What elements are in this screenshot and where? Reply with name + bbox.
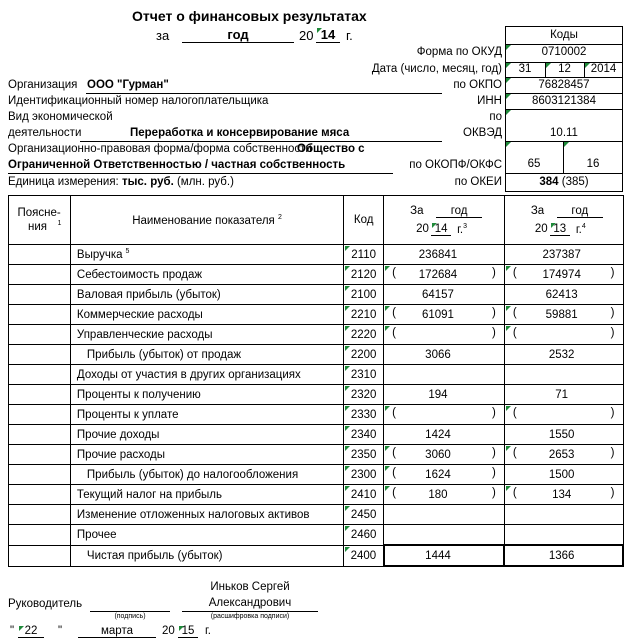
paren-close: ) — [610, 327, 615, 339]
table-header-row — [9, 196, 624, 245]
marker-icon — [385, 326, 390, 331]
code-cell — [344, 485, 384, 505]
current-value-cell — [384, 505, 505, 525]
col-notes-label: Поясне-ния — [17, 207, 61, 233]
current-value-cell — [384, 385, 505, 405]
indicator-name: Доходы от участия в других организациях — [76, 368, 301, 381]
notes-cell — [9, 285, 71, 305]
indicator-name-cell — [70, 525, 343, 546]
activity-label-1: Вид экономической — [8, 111, 113, 123]
notes-cell — [9, 365, 71, 385]
previous-value-cell — [504, 405, 623, 425]
code-cell — [344, 305, 384, 325]
notes-cell — [9, 305, 71, 325]
col-previous-year-prefix: 20 — [534, 223, 548, 235]
marker-icon — [345, 406, 350, 411]
activity-label-2: деятельности — [8, 127, 82, 139]
indicator-name-cell — [70, 465, 343, 485]
inn-code-label: ИНН — [477, 95, 502, 107]
current-value-cell — [384, 445, 505, 465]
inn-label: Идентификационный номер налогоплательщика — [8, 95, 269, 107]
indicator-name-cell — [70, 325, 343, 345]
previous-value-cell — [504, 305, 623, 325]
marker-icon — [345, 286, 350, 291]
current-value: 1424 — [425, 428, 451, 441]
table-row — [9, 265, 624, 285]
marker-icon — [345, 326, 350, 331]
indicator-name: Прочие доходы — [76, 428, 160, 441]
marker-icon — [506, 306, 511, 311]
previous-value: 1366 — [548, 549, 575, 562]
col-previous-year: 13 — [550, 223, 570, 236]
indicator-name: Прибыль (убыток) до налогообложения — [86, 468, 299, 481]
year-prefix: 20 — [299, 28, 314, 43]
indicator-name: Чистая прибыль (убыток) — [86, 549, 223, 562]
paren-open: ( — [392, 487, 396, 499]
col-current-unit: г. — [457, 223, 464, 236]
marker-icon — [506, 266, 511, 271]
indicator-name-cell — [70, 245, 343, 265]
financial-results-table — [8, 195, 624, 567]
col-current-year-prefix: 20 — [416, 223, 429, 235]
previous-value: 71 — [555, 388, 569, 401]
sign-day: 22 — [18, 625, 44, 638]
code-cell — [344, 245, 384, 265]
marker-icon — [564, 142, 569, 147]
indicator-code: 2300 — [350, 468, 377, 481]
indicator-name-cell — [70, 365, 343, 385]
date-year: 2014 — [590, 63, 617, 75]
indicator-code: 2110 — [351, 248, 377, 261]
marker-icon — [506, 78, 511, 83]
indicator-code: 2220 — [350, 328, 377, 341]
indicator-code: 2320 — [350, 388, 377, 401]
indicator-code: 2120 — [350, 268, 377, 281]
indicator-name-cell — [70, 385, 343, 405]
current-value: 3066 — [425, 348, 451, 361]
date-quote-open: " — [10, 625, 15, 637]
indicator-code: 2450 — [350, 508, 377, 521]
paren-close: ) — [491, 327, 496, 339]
paren-close: ) — [610, 407, 615, 419]
notes-cell — [9, 505, 71, 525]
previous-value-cell — [504, 465, 623, 485]
marker-icon — [345, 306, 350, 311]
col-current-prefix: За — [410, 205, 424, 217]
notes-cell — [9, 465, 71, 485]
head-label: Руководитель — [8, 598, 83, 610]
marker-icon — [345, 506, 350, 511]
previous-value: 1500 — [548, 468, 575, 481]
paren-open: ( — [392, 447, 396, 459]
previous-value-cell — [504, 325, 623, 345]
current-value-cell — [384, 285, 505, 305]
activity-value: Переработка и консервирование мяса — [130, 127, 350, 139]
name-caption: (расшифровка подписи) — [210, 613, 290, 620]
notes-cell — [9, 345, 71, 365]
indicator-code: 2350 — [350, 448, 377, 461]
unit-label: Единица измерения: — [8, 176, 119, 188]
paren-open: ( — [392, 407, 396, 419]
marker-icon — [546, 63, 551, 68]
marker-icon — [385, 306, 390, 311]
sign-year: 15 — [178, 625, 198, 638]
legal-form-value-1: Общество с — [297, 143, 365, 155]
marker-icon — [345, 466, 350, 471]
paren-open: ( — [392, 267, 396, 279]
code-cell — [344, 285, 384, 305]
indicator-name: Прочие расходы — [76, 448, 165, 461]
date-label: Дата (число, месяц, год) — [371, 63, 502, 75]
indicator-name-cell — [70, 445, 343, 465]
okud-label: Форма по ОКУД — [416, 46, 502, 58]
current-value-cell — [384, 325, 505, 345]
notes-cell — [9, 385, 71, 405]
okopf-value: 65 — [527, 158, 541, 170]
marker-icon — [179, 626, 184, 631]
table-row — [9, 505, 624, 525]
paren-open: ( — [512, 447, 517, 459]
current-value: 180 — [428, 488, 448, 501]
indicator-name: Текущий налог на прибыль — [76, 488, 223, 501]
okpo-value: 76828457 — [538, 79, 590, 91]
current-value-cell — [384, 345, 505, 365]
current-value: 61091 — [421, 308, 454, 321]
code-cell — [344, 505, 384, 525]
notes-cell — [9, 265, 71, 285]
indicator-name-cell — [70, 425, 343, 445]
table-row — [9, 525, 624, 546]
sign-month: марта — [78, 625, 156, 638]
paren-open: ( — [512, 307, 517, 319]
indicator-code: 2460 — [350, 528, 377, 541]
col-previous-header — [504, 196, 623, 245]
previous-value-cell — [504, 485, 623, 505]
marker-icon — [345, 547, 350, 552]
indicator-name: Прочее — [76, 528, 117, 541]
previous-value: 174974 — [542, 268, 581, 281]
indicator-name: Коммерческие расходы — [76, 308, 203, 321]
previous-value: 59881 — [545, 308, 578, 321]
col-name-header — [70, 196, 343, 245]
code-cell — [344, 525, 384, 546]
col-current-year: 14 — [431, 223, 451, 236]
period-prefix: за — [156, 28, 170, 43]
col-current-header — [384, 196, 505, 245]
okei-value-group — [505, 176, 623, 188]
indicator-code: 2340 — [350, 428, 377, 441]
code-cell — [344, 545, 384, 566]
table-row — [9, 545, 624, 566]
indicator-code: 2310 — [350, 368, 377, 381]
table-row — [9, 465, 624, 485]
marker-icon — [506, 406, 511, 411]
current-value: 1444 — [425, 549, 451, 562]
indicator-name: Валовая прибыль (убыток) — [76, 288, 221, 301]
indicator-name: Выручка — [76, 248, 123, 261]
previous-value: 134 — [552, 488, 572, 501]
col-current-word: год — [436, 205, 482, 218]
date-month: 12 — [558, 63, 571, 75]
indicator-code: 2410 — [350, 488, 377, 501]
current-value-cell — [384, 245, 505, 265]
okved-value: 10.11 — [550, 127, 578, 139]
marker-icon — [345, 386, 350, 391]
marker-icon — [345, 426, 350, 431]
table-row — [9, 425, 624, 445]
indicator-name-cell — [70, 345, 343, 365]
unit-alt: (млн. руб.) — [176, 176, 234, 188]
current-value-cell — [384, 425, 505, 445]
paren-close: ) — [610, 267, 615, 279]
codes-title: Коды — [550, 29, 578, 41]
indicator-code: 2400 — [350, 549, 377, 562]
signature-caption: (подпись) — [114, 613, 146, 620]
table-row — [9, 285, 624, 305]
marker-icon — [506, 486, 511, 491]
unit-group — [8, 176, 234, 188]
notes-cell — [9, 425, 71, 445]
indicator-name-cell — [70, 405, 343, 425]
paren-close: ) — [491, 467, 496, 479]
table-row — [9, 485, 624, 505]
table-row — [9, 245, 624, 265]
marker-icon — [506, 110, 511, 115]
indicator-name-cell — [70, 485, 343, 505]
unit-value: тыс. руб. — [121, 176, 174, 188]
previous-value-cell — [504, 505, 623, 525]
marker-icon — [385, 406, 390, 411]
marker-icon — [345, 266, 350, 271]
date-day: 31 — [518, 63, 532, 75]
year-value: 14 — [316, 27, 340, 43]
paren-open: ( — [512, 487, 517, 499]
current-value-cell — [384, 365, 505, 385]
notes-cell — [9, 485, 71, 505]
paren-close: ) — [491, 407, 496, 419]
marker-icon — [432, 223, 437, 228]
notes-cell — [9, 405, 71, 425]
code-cell — [344, 345, 384, 365]
paren-close: ) — [610, 447, 615, 459]
table-row — [9, 405, 624, 425]
notes-cell — [9, 545, 71, 566]
paren-open: ( — [392, 467, 396, 479]
indicator-code: 2200 — [350, 348, 377, 361]
marker-icon — [506, 94, 511, 99]
notes-cell — [9, 245, 71, 265]
previous-value-cell — [504, 265, 623, 285]
previous-value-cell — [504, 285, 623, 305]
indicator-name: Управленческие расходы — [76, 328, 213, 341]
year-unit: г. — [346, 28, 353, 43]
previous-value-cell — [504, 365, 623, 385]
indicator-name-cell — [70, 505, 343, 525]
marker-icon — [506, 45, 511, 50]
sign-year-prefix: 20 — [162, 625, 175, 637]
current-value-cell — [384, 465, 505, 485]
current-value-cell — [384, 485, 505, 505]
previous-value-cell — [504, 345, 623, 365]
legal-form-value-2: Ограниченной Ответственностью / частная собственность — [8, 159, 346, 171]
paren-close: ) — [610, 487, 615, 499]
col-code-header — [344, 196, 384, 245]
current-value-cell — [384, 545, 505, 566]
col-current-sup: 3 — [463, 223, 468, 230]
notes-cell — [9, 325, 71, 345]
col-previous-prefix: За — [530, 205, 545, 217]
marker-icon — [345, 446, 350, 451]
marker-icon — [345, 246, 350, 251]
current-value: 1624 — [425, 468, 451, 481]
okved-label: ОКВЭД — [463, 127, 502, 139]
col-name-sup: 2 — [277, 213, 282, 221]
indicator-code: 2210 — [350, 308, 377, 321]
org-name: ООО "Гурман" — [87, 79, 169, 91]
date-quote-close: " — [58, 625, 63, 637]
table-row — [9, 445, 624, 465]
okei-label: по ОКЕИ — [454, 176, 502, 188]
current-value: 194 — [428, 388, 448, 401]
notes-cell — [9, 525, 71, 546]
table-row — [9, 385, 624, 405]
indicator-name-cell — [70, 305, 343, 325]
current-value: 64157 — [421, 288, 454, 301]
paren-open: ( — [392, 327, 396, 339]
po-label: по — [489, 111, 502, 123]
current-value-cell — [384, 265, 505, 285]
paren-close: ) — [491, 307, 496, 319]
col-previous-unit: г. — [575, 223, 582, 236]
previous-value-cell — [504, 425, 623, 445]
marker-icon — [551, 223, 556, 228]
paren-close: ) — [491, 447, 496, 459]
marker-icon — [506, 446, 511, 451]
okei-alt: (385) — [561, 176, 589, 188]
code-cell — [344, 445, 384, 465]
marker-icon — [385, 486, 390, 491]
code-cell — [344, 465, 384, 485]
marker-icon — [506, 326, 511, 331]
previous-value-cell — [504, 525, 623, 546]
paren-open: ( — [392, 307, 396, 319]
previous-value: 2532 — [548, 348, 575, 361]
marker-icon — [585, 63, 590, 68]
col-previous-word: год — [557, 205, 603, 218]
previous-value-cell — [504, 385, 623, 405]
previous-value: 2653 — [548, 448, 575, 461]
marker-icon — [506, 142, 511, 147]
indicator-code: 2330 — [350, 408, 377, 421]
marker-icon — [506, 63, 511, 68]
head-name-1: Иньков Сергей — [210, 581, 290, 593]
marker-icon — [345, 486, 350, 491]
col-name-label: Наименование показателя — [132, 214, 275, 227]
table-row — [9, 365, 624, 385]
indicator-name: Прибыль (убыток) от продаж — [86, 348, 242, 361]
table-row — [9, 325, 624, 345]
page-title: Отчет о финансовых результатах — [132, 8, 367, 24]
code-cell — [344, 365, 384, 385]
indicator-name-cell — [70, 285, 343, 305]
notes-cell — [9, 445, 71, 465]
marker-icon — [19, 626, 24, 631]
paren-close: ) — [491, 487, 496, 499]
previous-value: 237387 — [542, 248, 581, 261]
code-cell — [344, 405, 384, 425]
okud-value: 0710002 — [541, 46, 587, 58]
current-value: 236841 — [418, 248, 458, 261]
marker-icon — [345, 526, 350, 531]
indicator-name-cell — [70, 265, 343, 285]
indicator-code: 2100 — [350, 288, 377, 301]
paren-open: ( — [512, 267, 517, 279]
table-row — [9, 305, 624, 325]
indicator-name: Себестоимость продаж — [76, 268, 203, 281]
current-value-cell — [384, 305, 505, 325]
org-label: Организация — [8, 79, 78, 91]
okopf-label: по ОКОПФ/ОКФС — [409, 159, 502, 171]
indicator-name: Проценты к уплате — [76, 408, 179, 421]
marker-icon — [345, 346, 350, 351]
current-value-cell — [384, 405, 505, 425]
current-value: 172684 — [418, 268, 458, 281]
indicator-name: Изменение отложенных налоговых активов — [76, 508, 310, 521]
indicator-name: Проценты к получению — [76, 388, 201, 401]
col-previous-sup: 4 — [581, 223, 586, 230]
previous-value-cell — [504, 245, 623, 265]
indicator-name-cell — [70, 545, 343, 566]
paren-open: ( — [512, 407, 517, 419]
table-row — [9, 345, 624, 365]
code-cell — [344, 325, 384, 345]
marker-icon — [385, 446, 390, 451]
inn-value: 8603121384 — [532, 95, 596, 107]
col-notes-header — [9, 196, 71, 245]
period-word: год — [182, 27, 294, 43]
col-code-label: Код — [353, 214, 374, 226]
paren-close: ) — [610, 307, 615, 319]
sign-year-unit: г. — [205, 625, 211, 637]
marker-icon — [345, 366, 350, 371]
previous-value: 62413 — [545, 288, 578, 301]
code-cell — [344, 385, 384, 405]
paren-close: ) — [491, 267, 496, 279]
okpo-label: по ОКПО — [453, 79, 502, 91]
previous-value-cell — [504, 545, 623, 566]
head-name-2: Александрович — [208, 597, 292, 609]
previous-value: 1550 — [548, 428, 575, 441]
legal-form-label: Организационно-правовая форма/форма собственности — [8, 143, 312, 155]
marker-icon — [317, 28, 322, 33]
marker-icon — [385, 266, 390, 271]
marker-icon — [385, 466, 390, 471]
okfs-value: 16 — [586, 158, 600, 170]
current-value-cell — [384, 525, 505, 546]
code-cell — [344, 425, 384, 445]
col-notes-sup: 1 — [57, 220, 62, 228]
previous-value-cell — [504, 445, 623, 465]
okei-value: 384 — [539, 176, 559, 188]
code-cell — [344, 265, 384, 285]
current-value: 3060 — [425, 448, 451, 461]
paren-open: ( — [512, 327, 517, 339]
indicator-sup: 5 — [125, 248, 130, 256]
